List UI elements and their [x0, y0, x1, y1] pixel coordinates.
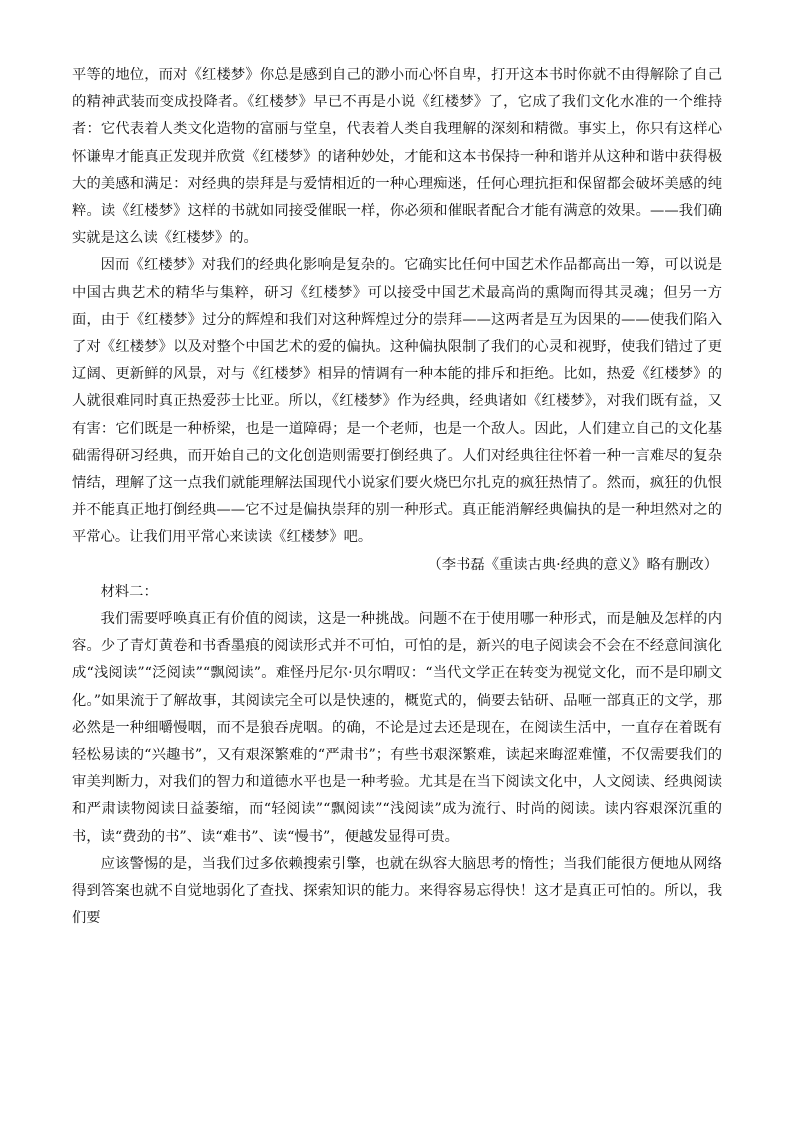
material1-paragraph-2: 因而《红楼梦》对我们的经典化影响是复杂的。它确实比任何中国艺术作品都高出一筹，可以说是中国古典艺术的精华与集粹，研习《红楼梦》可以接受中国艺术最高尚的熏陶而得其灵魂；但另一方面，由于《红楼梦》过分的辉煌和我们对这种辉煌过分的崇拜——这两者是互为因果的——使我们陷入了对《红楼梦》以及对整个中国艺术的爱的偏执。这种偏执限制了我们的心灵和视野，使我们错过了更辽阔、更新鲜的风景，对与《红楼梦》相异的情调有一种本能的排斥和拒绝。比如，热爱《红楼梦》的人就很难同时真正热爱莎士比亚。所以，《红楼梦》作为经典，经典诸如《红楼梦》，对我们既有益，又有害：它们既是一种桥梁，也是一道障碍；是一个老师，也是一个敌人。因此，人们建立自己的文化基础需得研习经典，而开始自己的文化创造则需要打倒经典了。人们对经典往往怀着一种一言难尽的复杂情结，理解了这一点我们就能理解法国现代小说家们要火烧巴尔扎克的疯狂热情了。然而，疯狂的仇恨并不能真正地打倒经典——它不过是偏执崇拜的别一种形式。真正能消解经典偏执的是一种坦然对之的平常心。让我们用平常心来读读《红楼梦》吧。 — [72, 257, 722, 546]
material2-paragraph-2: 应该警惕的是，当我们过多依赖搜索引擎，也就在纵容大脑思考的惰性；当我们能很方便地从网络得到答案也就不自觉地弱化了查找、探索知识的能力。来得容易忘得快！这才是真正可怕的。所以，我们要 — [72, 855, 722, 927]
material2-paragraph-1: 我们需要呼唤真正有价值的阅读，这是一种挑战。问题不在于使用哪一种形式，而是触及怎样的内容。少了青灯黄卷和书香墨痕的阅读形式并不可怕，可怕的是，新兴的电子阅读会不会在不经意间演化成“浅阅读”“泛阅读”“飘阅读”。难怪丹尼尔·贝尔喟叹：“当代文学正在转变为视觉文化，而不是印刷文化。”如果流于了解故事，其阅读完全可以是快速的，概览式的，倘要去钻研、品咂一部真正的文学，那必然是一种细嚼慢咽，而不是狼吞虎咽。的确，不论是过去还是现在，在阅读生活中，一直存在着既有轻松易读的“兴趣书”，又有艰深繁难的“严肃书”；有些书艰深繁难，读起来晦涩难懂，不仅需要我们的审美判断力，对我们的智力和道德水平也是一种考验。尤其是在当下阅读文化中，人文阅读、经典阅读和严肃读物阅读日益萎缩，而“轻阅读”“飘阅读”“浅阅读”成为流行、时尚的阅读。读内容艰深沉重的书，读“费劲的书”、读“难书”、读“慢书”，便越发显得可贵。 — [72, 611, 722, 845]
document-page — [72, 62, 722, 933]
material1-source-citation: （李书磊《重读古典·经典的意义》略有删改） — [427, 556, 718, 573]
material1-paragraph-continued: 平等的地位，而对《红楼梦》你总是感到自己的渺小而心怀自卑，打开这本书时你就不由得解除了自己的精神武装而变成投降者。《红楼梦》早已不再是小说《红楼梦》了，它成了我们文化水准的一个维持者：它代表着人类文化造物的富丽与堂皇，代表着人类自我理解的深刻和精微。事实上，你只有这样心怀谦卑才能真正发现并欣赏《红楼梦》的诸种妙处，才能和这本书保持一种和谐并从这种和谐中获得极大的美感和满足：对经典的崇拜是与爱情相近的一种心理痴迷，任何心理抗拒和保留都会破坏美感的纯粹。读《红楼梦》这样的书就如同接受催眠一样，你必须和催眠者配合才能有满意的效果。——我们确实就是这么读《红楼梦》的。 — [72, 67, 722, 247]
material2-heading: 材料二： — [100, 583, 158, 600]
